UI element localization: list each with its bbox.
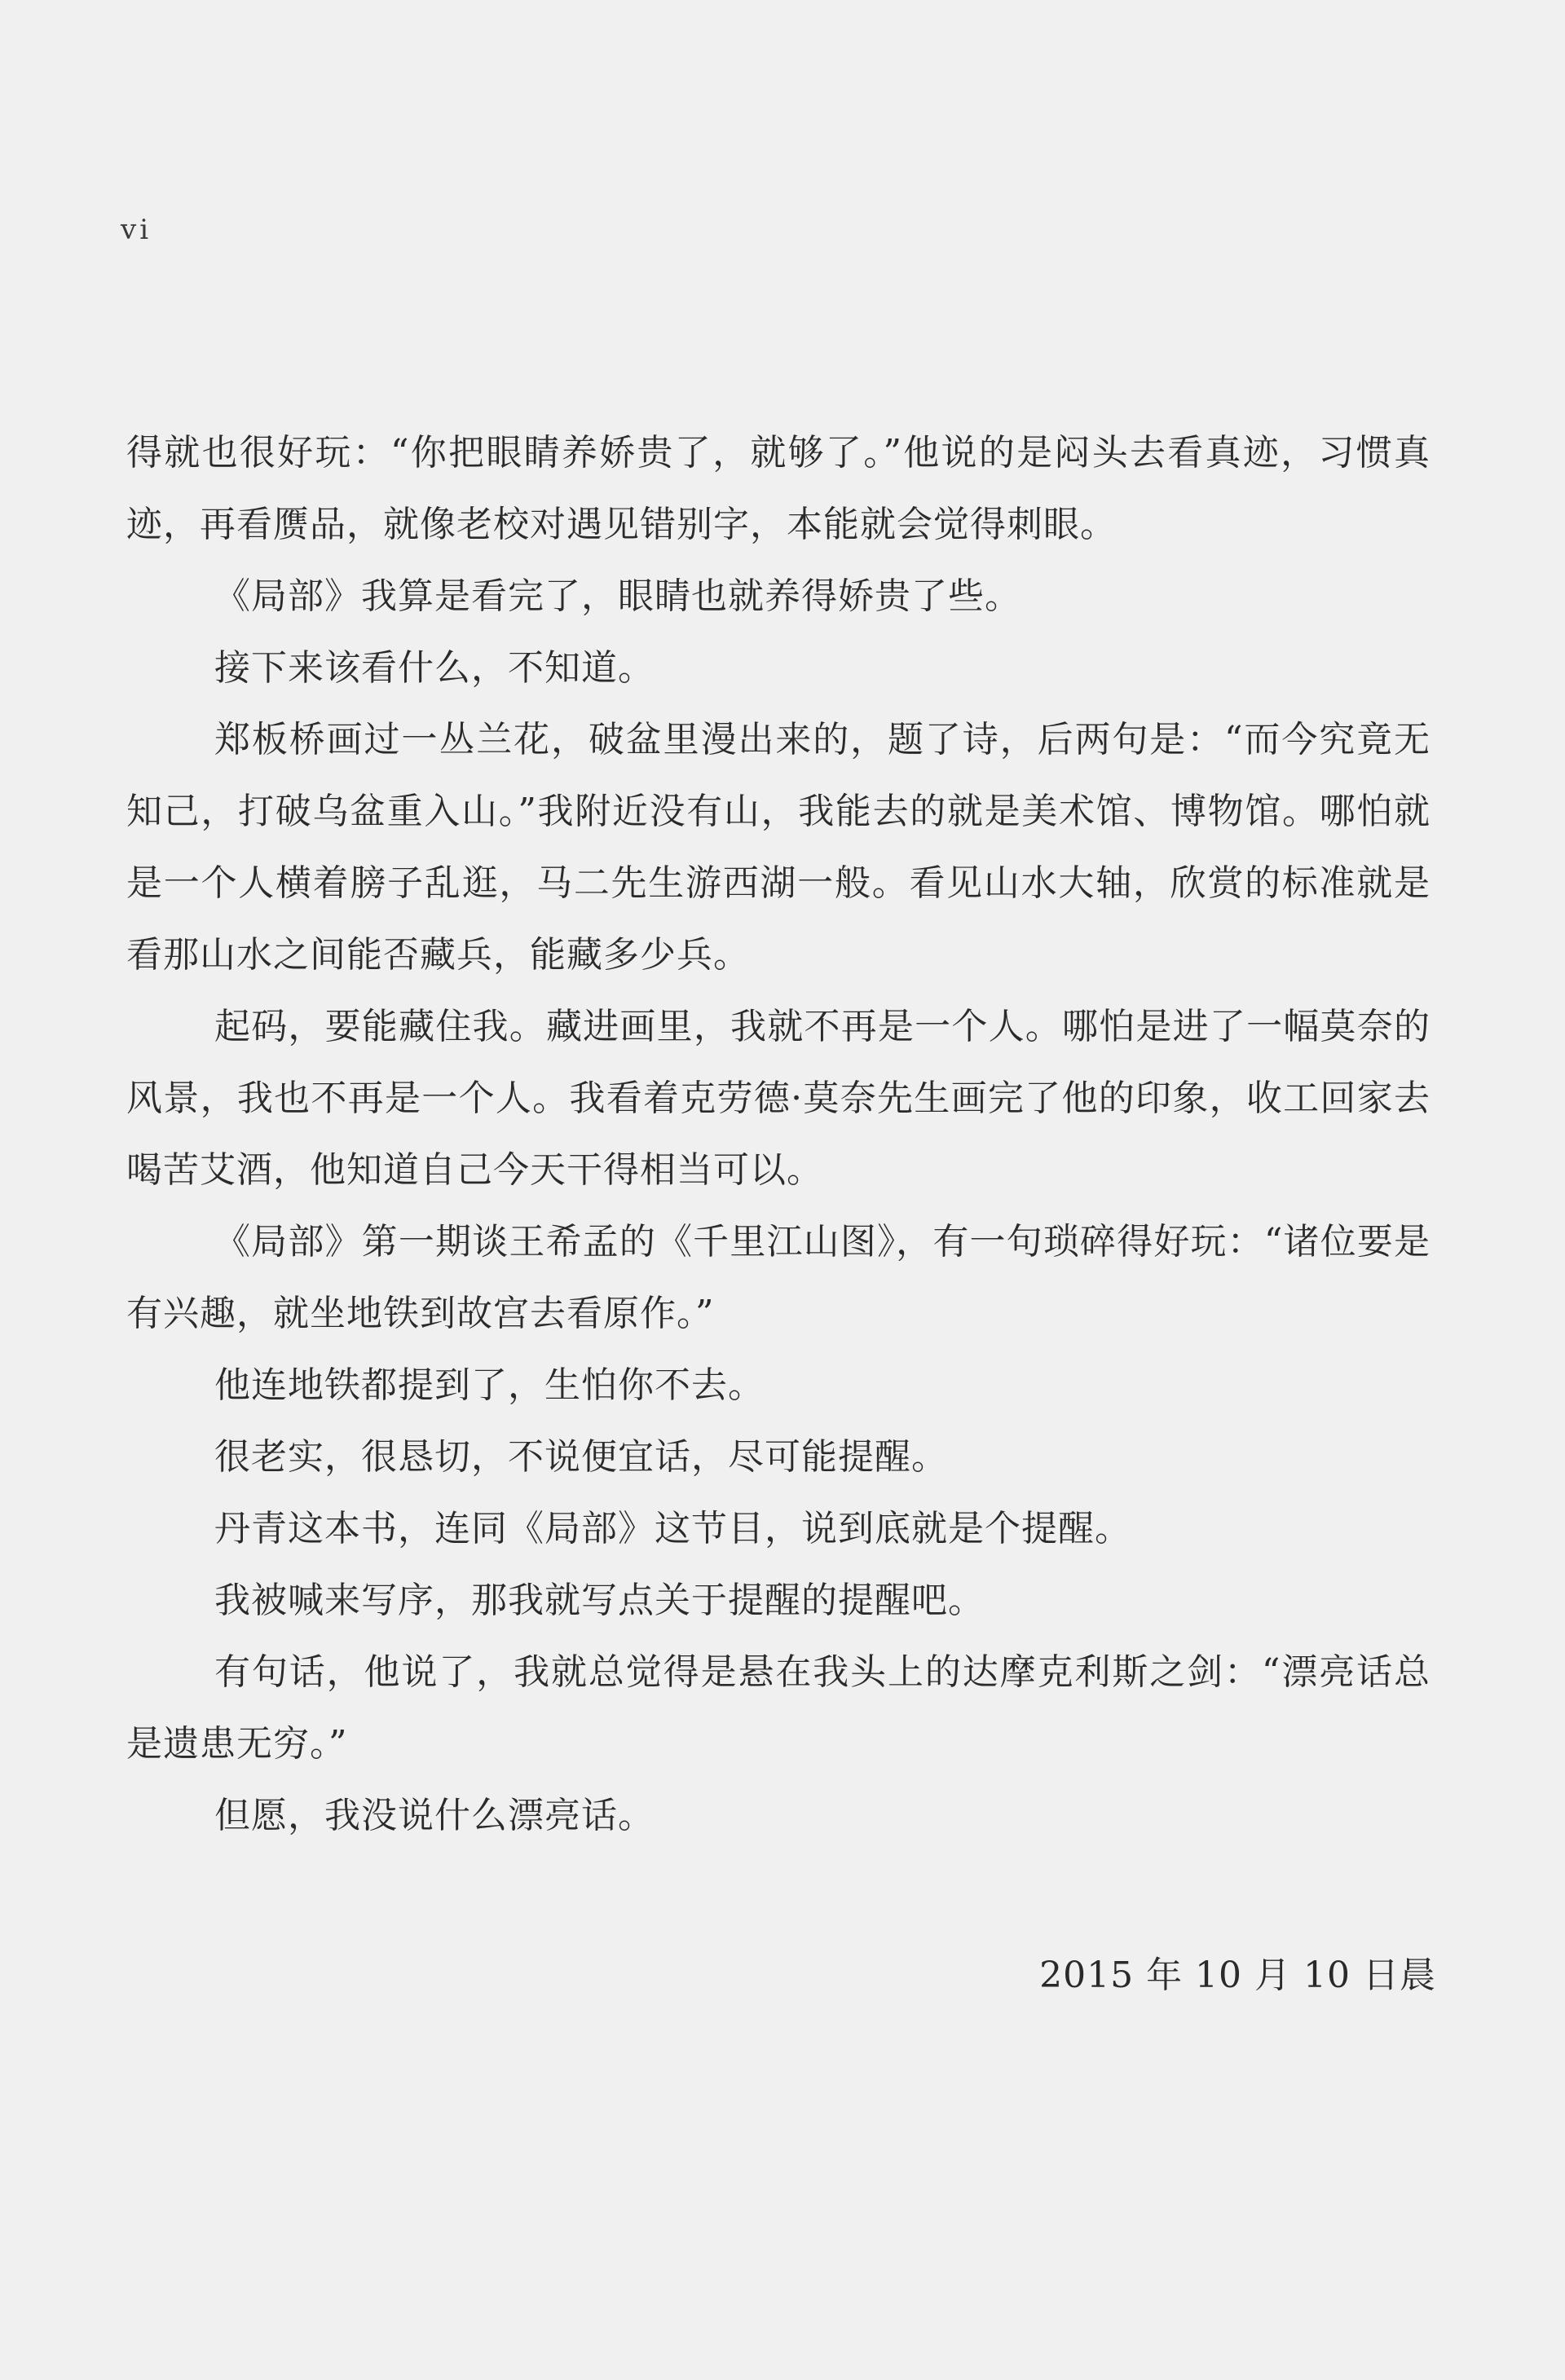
paragraph: 郑板桥画过一丛兰花，破盆里漫出来的，题了诗，后两句是：“而今究竟无知己，打破乌盆重入山。”我附近没有山，我能去的就是美术馆、博物馆。哪怕就是一个人横着膀子乱逛，马二先生游西湖一般。看见山水大轴，欣赏的标准就是看那山水之间能否藏兵，能藏多少兵。 — [126, 719, 1431, 976]
body-text — [126, 417, 1431, 1852]
paragraph: 《局部》我算是看完了，眼睛也就养得娇贵了些。 — [214, 575, 1021, 617]
paragraph: 丹青这本书，连同《局部》这节目，说到底就是个提醒。 — [214, 1508, 1131, 1549]
date-signoff: 2015 年 10 月 10 日晨 — [1039, 1955, 1436, 1996]
paragraph: 得就也很好玩：“你把眼睛养娇贵了，就够了。”他说的是闷头去看真迹，习惯真迹，再看赝品，就像老校对遇见错别字，本能就会觉得刺眼。 — [126, 432, 1431, 545]
paragraph: 他连地铁都提到了，生怕你不去。 — [214, 1364, 765, 1406]
page-number: vi — [121, 214, 152, 246]
paragraph: 《局部》第一期谈王希孟的《千里江山图》，有一句琐碎得好玩：“诸位要是有兴趣，就坐地铁到故宫去看原作。” — [126, 1221, 1431, 1334]
paragraph: 我被喊来写序，那我就写点关于提醒的提醒吧。 — [214, 1580, 985, 1621]
paragraph: 接下来该看什么，不知道。 — [214, 647, 655, 689]
paragraph: 很老实，很恳切，不说便宜话，尽可能提醒。 — [214, 1436, 948, 1478]
paragraph: 有句话，他说了，我就总觉得是悬在我头上的达摩克利斯之剑：“漂亮话总是遗患无穷。” — [126, 1651, 1431, 1765]
paragraph: 但愿，我没说什么漂亮话。 — [214, 1795, 655, 1836]
paragraph: 起码，要能藏住我。藏进画里，我就不再是一个人。哪怕是进了一幅莫奈的风景，我也不再是一个人。我看着克劳德·莫奈先生画完了他的印象，收工回家去喝苦艾酒，他知道自己今天干得相当可以。 — [126, 1006, 1431, 1191]
